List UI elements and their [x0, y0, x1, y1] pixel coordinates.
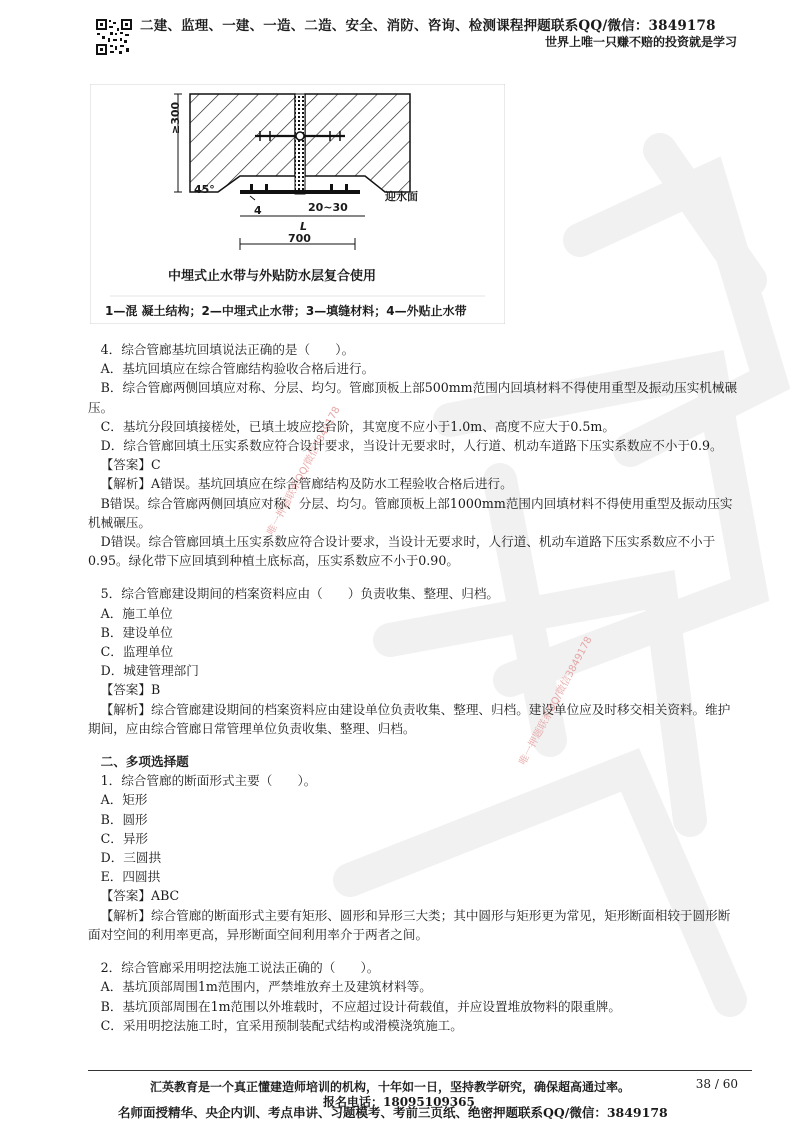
q4-answer: 【答案】C — [100, 457, 161, 473]
mq1-analysis: 【解析】综合管廊的断面形式主要有矩形、圆形和异形三大类；其中圆形与矩形更为常见，矩形断面相较于圆形断面对空间的利用率更高，异形断面空间利用率介于两者之间。 — [88, 907, 731, 942]
q5-answer: 【答案】B — [100, 682, 161, 698]
q5-option-a: A．施工单位 — [100, 605, 173, 621]
mq2-option-c: C．采用明挖法施工时，宜采用预制装配式结构或滑模浇筑施工。 — [100, 1017, 463, 1033]
figure-700-label: 700 — [288, 232, 311, 245]
footer-contact: 名师面授精华、央企内训、考点串讲、习题模考、考前三页纸、绝密押题联系QQ/微信：3849178 — [118, 1105, 668, 1120]
figure-gap-label: 20~30 — [308, 201, 348, 214]
figure-water-face-label: 迎水面 — [385, 190, 418, 203]
mq1-option-e: E．四圆拱 — [100, 869, 161, 885]
mq1-answer: 【答案】ABC — [100, 888, 180, 904]
figure-l-label: L — [300, 220, 308, 233]
mq1-option-c: C．异形 — [100, 830, 149, 846]
footer-divider — [88, 1070, 752, 1071]
page-number: 38 / 60 — [695, 1077, 738, 1091]
q4-stem: 4．综合管廊基坑回填说法正确的是（ ）。 — [100, 342, 355, 357]
figure-height-label: ≥300 — [169, 101, 182, 134]
figure-angle-label: 45° — [194, 183, 215, 196]
q4-option-c: C．基坑分段回填接槎处，已填土坡应挖台阶，其宽度不应小于1.0m、高度不应大于0.5m。 — [100, 418, 615, 434]
q5-option-b: B．建设单位 — [100, 624, 173, 640]
mq2-option-b: B．基坑顶部周围在1m范围以外堆载时，不应超过设计荷载值，并应设置堆放物料的限重牌。 — [100, 998, 621, 1014]
q5-option-d: D．城建管理部门 — [100, 663, 199, 679]
figure-legend: 1—混 凝土结构；2—中埋式止水带；3—填缝材料；4—外贴止水带 — [105, 304, 467, 318]
mq1-option-a: A．矩形 — [100, 792, 148, 808]
q5-stem: 5．综合管廊建设期间的档案资料应由（ ）负责收集、整理、归档。 — [100, 586, 500, 602]
footer-phone: 报名电话：18095109365 — [323, 1095, 475, 1109]
figure-item-4-label: 4 — [254, 204, 262, 217]
watermark-text: 唯一押题联系QQ/微信3849178 — [265, 405, 343, 538]
mq1-option-d: D．三圆拱 — [100, 850, 162, 866]
watermark-text: 唯一押题联系QQ/微信3849178 — [517, 635, 595, 768]
question-content — [88, 340, 738, 1035]
header-slogan: 世界上唯一只赚不赔的投资就是学习 — [544, 35, 737, 49]
q5-option-c: C．监理单位 — [100, 644, 174, 660]
section-title-multiple-choice: 二、多项选择题 — [100, 754, 189, 770]
header-course-contact: 二建、监理、一建、一造、二造、安全、消防、咨询、检测课程押题联系QQ/微信：3849178 — [140, 18, 716, 34]
q4-option-a: A．基坑回填应在综合管廊结构验收合格后进行。 — [100, 361, 375, 377]
mq2-option-a: A．基坑顶部周围1m范围内，严禁堆放弃土及建筑材料等。 — [100, 979, 432, 995]
q4-analysis-a: 【解析】A错误。基坑回填应在综合管廊结构及防水工程验收合格后进行。 — [100, 476, 513, 492]
mq1-stem: 1．综合管廊的断面形式主要（ ）。 — [100, 773, 317, 789]
q4-option-b: B．综合管廊两侧回填应对称、分层、均匀。管廊顶板上部500mm范围内回填材料不得使用重型及振动压实机械碾压。 — [88, 380, 738, 415]
q5-analysis: 【解析】综合管廊建设期间的档案资料应由建设单位负责收集、整理、归档。建设单位应及时移交相关资料。维护期间，应由综合管廊日常管理单位负责收集、整理、归档。 — [88, 701, 731, 736]
qr-code-icon — [95, 18, 133, 56]
page-header — [0, 0, 800, 64]
waterstop-drawing — [90, 84, 505, 324]
q4-analysis-d: D错误。综合管廊回填土压实系数应符合设计要求，当设计无要求时，人行道、机动车道路下压实系数应不小于0.95。绿化带下应回填到种植土底标高，压实系数应不小于0.90。 — [88, 534, 716, 569]
q4-analysis-b: B错误。综合管廊两侧回填应对称、分层、均匀。管廊顶板上部1000mm范围内回填材料不得使用重型及振动压实机械碾压。 — [88, 495, 733, 530]
mq2-stem: 2．综合管廊采用明挖法施工说法正确的（ ）。 — [100, 960, 380, 976]
waterstop-figure — [90, 84, 505, 324]
footer-institution-text: 汇英教育是一个真正懂建造师培训的机构，十年如一日，坚持教学研究，确保超高通过率。 — [150, 1080, 631, 1094]
figure-title: 中埋式止水带与外贴防水层复合使用 — [168, 269, 377, 284]
mq1-option-b: B．圆形 — [100, 811, 148, 827]
q4-option-d: D．综合管廊回填土压实系数应符合设计要求，当设计无要求时，人行道、机动车道路下压实系数应不小于0.9。 — [100, 438, 723, 454]
